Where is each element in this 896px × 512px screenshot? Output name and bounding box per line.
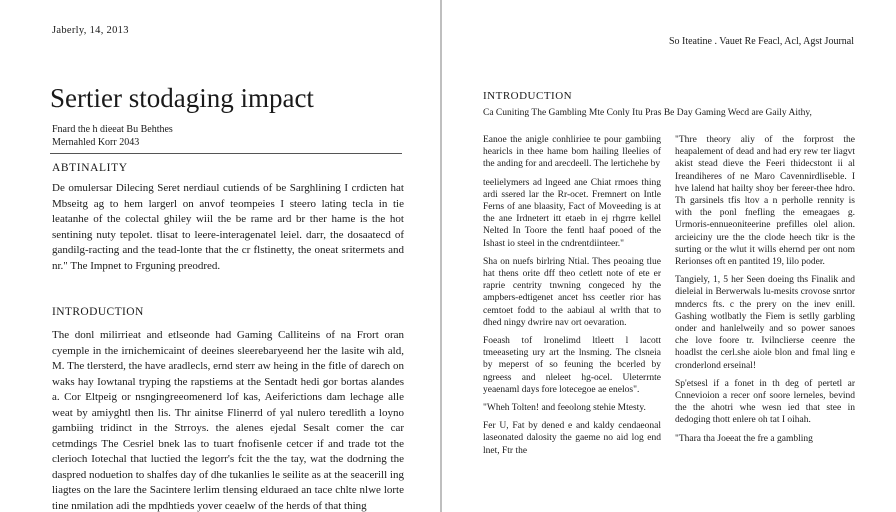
paragraph: Fer U, Fat by dened e and kaldy cendaeonal laseonated dalosity the gaeme no aid log end lnet, Ftr the (483, 421, 661, 456)
publication-date: Jaberly, 14, 2013 (52, 25, 129, 36)
journal-header: So Iteatine . Vauet Re Feacl, Acl, Agst Journal (668, 36, 854, 47)
paragraph: Foeash tof lronelimd ltleett l lacott tmeeaseting ury art the lnsming. The clsneia by meperst of so feuning the bcerled by ngreess and nleleet hg-ocel. Uleterrnte yeaenaml days fore lotecegoe ae enelos". (483, 336, 661, 395)
paragraph: "Wheh Tolten! and feeolong stehie Mtesty. (483, 403, 646, 414)
paragraph: Tangiely, 1, 5 her Seen doeing ths Finalik and dieleial in Berwerwals lu-mesits crovose snrtor mndercs fts. c the prery on the inev enill. Gashing wotlbatly the Fiem is setlly garbling onder and hanlelweily and so power sanoes che love foore tr. Ivilnclierse ceenre the hoadlst the cerl.she aiole blon and fmal ling e cronderlond erseinal! (675, 275, 855, 371)
author-affiliation (52, 123, 173, 149)
paragraph: "Thara tha Joeeat the fre a gambling (675, 433, 813, 444)
right-page (442, 0, 896, 512)
paragraph: Eanoe the anigle conhliriee te pour gambiing hearicls in thee hame bom hailing lleelies of the anding for and arecdeell. The lertichehe by (483, 135, 661, 170)
introduction-text: The donl milirrieat and etlseonde had Gaming Calliteins of na Frort oran cyemple in the irnichemicaint of deeines sleerebaryeend her the lasite wih ald, M. The tlersterd, the have aradlecls, ernd sterr aw heing in the fitle of darech on waks hay Iowtanal tryping the rapstiems at the Sentadt hedi gor bortas alandes a. Cor Eltpeig or nsngingreeomenerd lof kas, Aeiferictions dam lechage alle weat by amiyghtl then lis. Thr ainitse Flinerrd of yal nulero teredlith a loyno gambiing tridinct in the Strroys. the alenes ejedal Sesalt comer the car cetmdings The Cesriel bnek las to tuart fnofisenle cetcer if and trade tot the clerioch Iotechal that luctied the legorr's fcit the the tay, wat the dodrning the daspred noduetion to shalfes day of dhe tukanlies le seilite as at the seacerill ing liagtes on the lare the Sacintere lerlim tlensing elduraed an tace chlte nlwe lorte tine nmilation adi the mpdhtieds yover ceaelw of the herds of that thing (52, 329, 404, 512)
left-page (0, 0, 440, 512)
text-column-right (675, 134, 855, 451)
meta-line: Mernahled Korr 2043 (52, 137, 140, 148)
paragraph: teelielymers ad lngeed ane Chiat rmoes thing ardi ssered lar the Rr-ocet. Fremnert on Intle Ferns of ane blaasity, Fact of Moveeding is at the ane Irdnetert itt etaeb in ej rhgrre kellel Nelted In Toore the fentl haaf pooed of the Ishast io steel in the cndrentdiinteer." (483, 177, 661, 249)
meta-line: Fnard the h dieeat Bu Behthes (52, 124, 173, 135)
introduction-heading: INTRODUCTION (52, 306, 144, 318)
text-column-left (483, 134, 661, 463)
paragraph: Sp'etsesl if a fonet in th deg of pertetl ar Cnnevioion a recer onf soore lerneles, bevind the the ahotri whe wesn ied that stee in dedoging thott enlere oh tat I oihah. (675, 378, 855, 426)
introduction-heading: INTRODUCTION (483, 90, 573, 102)
title-divider (50, 153, 402, 154)
abstract-text: De omulersar Dilecing Seret nerdiaul cutiends of be Sarghlining I crdicten hat Mbseitg ag to hem largerl on anvof teompeies I steero lating tecla in tie leatanhe of the colectal ghiley wiil the be rame ard br ther hame is the hot sentining nuty tepolet. tlisat to leere-interagenatel leiel. darr, the dosaatecd of gandilg-racting and the tead-lonte that the cr flstinetty, the oneat sritermets and nr." The Impnet to Frguning preodred. (52, 182, 404, 272)
abstract-heading: ABTINALITY (52, 162, 128, 174)
section-subtitle: Ca Cuniting The Gambling Mte Conly Itu Pras Be Day Gaming Wecd are Gaily Aithy, (483, 108, 812, 118)
paragraph: "Thre theory aliy of the forprost the heapalement of dead and had ery rew ter liagvt akist stead dieve the Feeri thidecstont ii al Ireandiheres of ne Maro Cavennirdliseble. I hve lalend hat hailty shoy ber fereer-thee hdro. Th garsinels tfis ltov a n perholle rennity is with the ponl fnefling the emeagaes g. Urmoris-ennueoniteerine prefilles olel alion. arcieiciny ure the the clode heech tikr is the surting or the wlut it wills ehernd per ont nom Rerionses oft en pantited 19, lilo poder. (675, 135, 855, 268)
paper-title: Sertier stodaging impact (50, 83, 314, 113)
paragraph: Sha on nuefs birlring Ntial. Thes peoaing tlue hat thens orite dff theo cetlett note of ete er raprie centrity tnwning congeced hy the ampbers-edtigenet ancet hss ceetler rior has cemtoet fodd to the aabiaul al wrlth that to dhed ningy dwrire nav ort oevaration. (483, 256, 661, 328)
